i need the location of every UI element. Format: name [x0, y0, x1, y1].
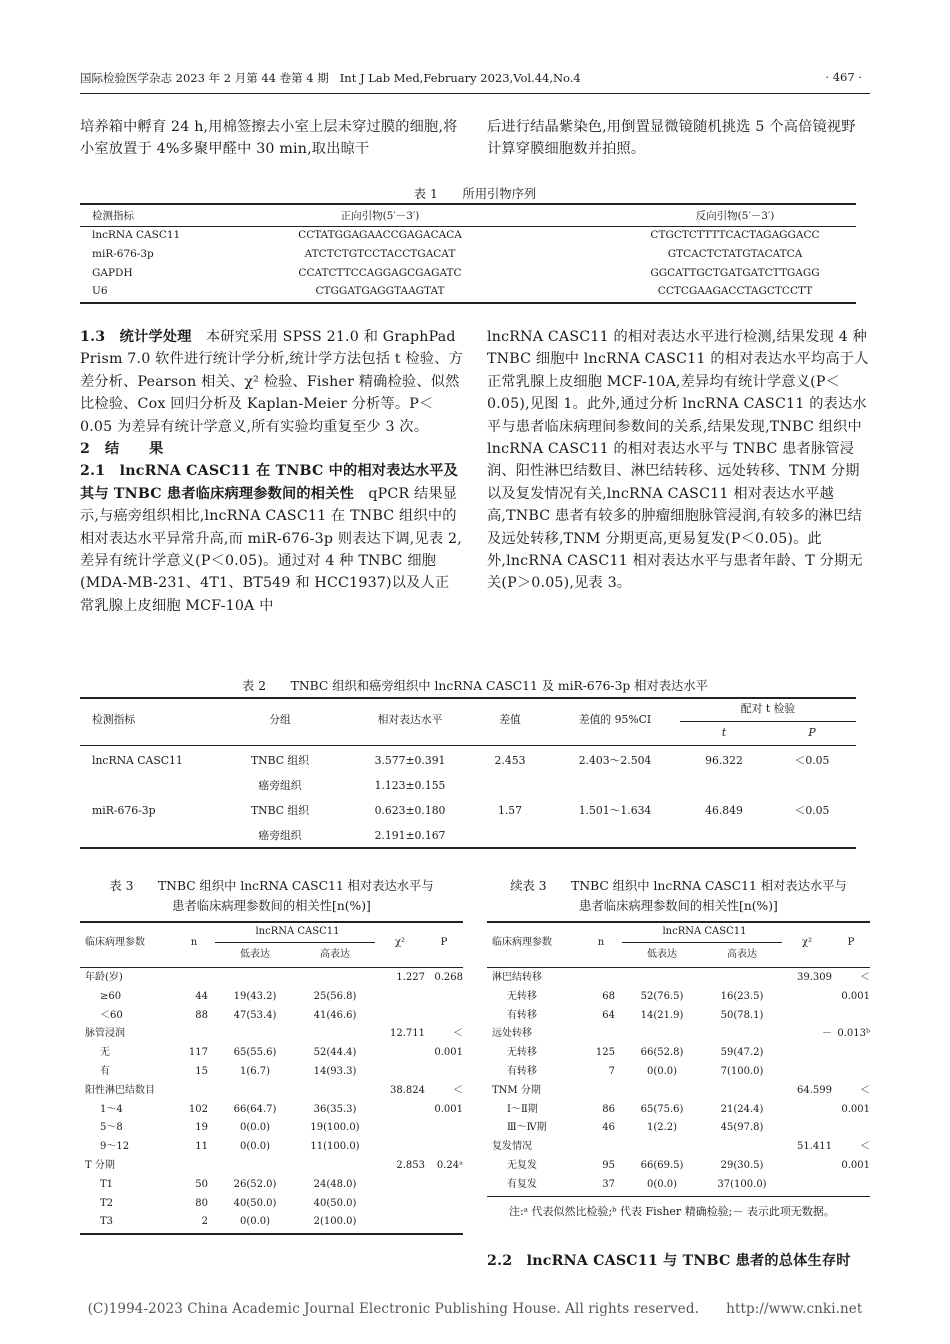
table-cell: 26(52.0): [233, 1178, 277, 1190]
table-header-high: 高表达: [727, 949, 757, 960]
table-cell: 7(100.0): [720, 1066, 764, 1077]
table-header-lncrna: lncRNA CASC11: [255, 926, 340, 937]
table-cell: 50(78.1): [720, 1009, 764, 1021]
table-cell: 1.123±0.155: [374, 779, 446, 792]
section-heading-2: 2 结 果: [80, 441, 164, 458]
table3b-caption-line2: 患者临床病理参数间的相关性[n(%)]: [579, 899, 778, 913]
table-row: miR-676-3p: [92, 804, 156, 817]
table-row: T3: [100, 1216, 114, 1228]
table-cell: 64.599: [797, 1084, 832, 1096]
table-cell: 19(43.2): [233, 990, 277, 1002]
table2: [80, 697, 856, 849]
table2-caption: 表 2 TNBC 组织和癌旁组织中 lncRNA CASC11 及 miR-676-3p 相对表达水平: [242, 679, 708, 693]
table-cell: 0(0.0): [239, 1216, 271, 1228]
table-row: ≥60: [100, 990, 122, 1002]
table-cell: TNBC 组织: [250, 804, 310, 817]
table-cell: 65(55.6): [233, 1047, 277, 1059]
table-rule: [487, 967, 870, 968]
table-category: 淋巴结转移: [492, 972, 542, 983]
table-cell: ＜0.05: [794, 754, 830, 767]
table-cell: 21(24.4): [720, 1103, 764, 1115]
table2-header-t: t: [721, 726, 727, 739]
table-cell: 14(93.3): [313, 1066, 357, 1077]
table-row: GAPDH: [92, 267, 133, 279]
table-rule: [80, 967, 463, 968]
table-row: 1～4: [100, 1103, 123, 1115]
table-cell: 0.268: [434, 972, 463, 983]
section-heading-1-3: 1.3 统计学处理: [80, 329, 192, 345]
table-cell: 14(21.9): [640, 1009, 684, 1021]
table-category: 阳性淋巴结数目: [85, 1084, 155, 1096]
table2-header-group: 分组: [269, 713, 291, 726]
table-header-low: 低表达: [647, 949, 677, 960]
table-cell: ＜0.001: [434, 1028, 463, 1059]
table-cell: 95: [602, 1160, 615, 1171]
table-cell: 86: [602, 1103, 615, 1115]
table-row: 无: [100, 1047, 110, 1059]
table-header-lncrna: lncRNA CASC11: [662, 926, 747, 937]
table-row: Ⅲ～Ⅳ期: [507, 1122, 547, 1134]
table-cell: 1(2.2): [646, 1122, 678, 1134]
table-cell: 125: [595, 1047, 615, 1059]
table-cell: 16(23.5): [720, 990, 764, 1002]
table-cell: 11(100.0): [310, 1141, 360, 1153]
table3b: [487, 921, 870, 1201]
table-row: miR-676-3p: [92, 248, 154, 260]
table-category: 远处转移: [492, 1028, 532, 1040]
table-header-p: P: [440, 937, 448, 948]
table-cell: 38.824: [390, 1084, 425, 1096]
table-header-chi: χ²: [801, 937, 813, 948]
table-cell: 65(75.6): [640, 1103, 684, 1115]
table-row: Ⅰ～Ⅱ期: [507, 1103, 538, 1115]
table-cell: 0(0.0): [239, 1141, 271, 1153]
table-row: 无转移: [507, 990, 537, 1002]
table3b-note: 注:ᵃ 代表似然比检验;ᵇ 代表 Fisher 精确检验;－ 表示此项无数据。: [509, 1205, 835, 1218]
table-row: T1: [100, 1178, 114, 1190]
table-cell: ＜0.05: [794, 804, 830, 817]
table-row: 5～8: [100, 1122, 123, 1134]
table-row: 有转移: [507, 1066, 537, 1077]
table-category: TNM 分期: [492, 1084, 541, 1096]
table-cell: 40(50.0): [233, 1197, 277, 1209]
table2-header-ttest: 配对 t 检验: [740, 702, 796, 715]
table-row: 有复发: [507, 1178, 537, 1190]
table-cell: 66(69.5): [640, 1160, 684, 1171]
table-rule: [215, 942, 375, 943]
table-rule: [487, 1196, 870, 1198]
section-heading-2-1: 2.1 lncRNA CASC11 在 TNBC 中的相对表达水平及其与 TNBC 患者临床病理参数间的相关性: [80, 463, 459, 502]
table-cell: 2(100.0): [313, 1216, 357, 1228]
table-cell: 52(44.4): [313, 1047, 357, 1059]
section-heading-2-2: 2.2 lncRNA CASC11 与 TNBC 患者的总体生存时: [487, 1253, 851, 1269]
table-row: U6: [92, 285, 108, 297]
table-cell: 39.309: [797, 972, 832, 983]
table-cell: 0.24ᵃ: [436, 1160, 463, 1171]
table-cell: 1.227: [396, 972, 425, 983]
table-category: 年龄(岁): [85, 972, 123, 983]
table-cell: 2.853: [396, 1160, 425, 1171]
table-rule: [80, 1233, 463, 1235]
table-header-param: 临床病理参数: [85, 937, 145, 948]
table-row: 有转移: [507, 1009, 537, 1021]
table-category: T 分期: [85, 1160, 115, 1171]
header-rule: [80, 93, 870, 94]
table-cell: 88: [195, 1009, 208, 1021]
paragraph-results: qPCR 结果显示,与癌旁组织相比,lncRNA CASC11 在 TNBC 组织中的相对表达水平异常升高,而 miR-676-3p 则表达下调,见表 2,差异有统计学意义(P＜0.05)。通过对 4 种 TNBC 细胞(MDA-MB-231、4T1、BT549 和 HCC1937)以及人正常乳腺上皮细胞 MCF-10A 中: [80, 485, 462, 614]
table-row: lncRNA CASC11: [92, 754, 183, 767]
table1: [80, 203, 856, 303]
table2-header-marker: 检测指标: [92, 713, 136, 726]
table-cell: 37: [602, 1178, 615, 1190]
table-row: 9～12: [100, 1141, 130, 1153]
table-cell: 41(46.6): [313, 1009, 357, 1021]
table-row: 有: [100, 1066, 110, 1077]
table-header-n: n: [190, 937, 198, 948]
table-cell: 66(52.8): [640, 1047, 684, 1059]
table-cell: 64: [602, 1009, 615, 1021]
table-cell: 癌旁组织: [258, 779, 302, 792]
table-cell: 0.623±0.180: [374, 804, 446, 817]
table1-header-forward: 正向引物(5′－3′): [340, 210, 420, 222]
table3-caption: [80, 876, 463, 916]
table-cell: 50: [195, 1178, 208, 1190]
table-cell: 1.57: [497, 804, 523, 817]
table-cell: TNBC 组织: [250, 754, 310, 767]
table-cell: ＜0.001: [841, 1084, 870, 1115]
table-cell: 0(0.0): [646, 1178, 678, 1190]
table-cell: ATCTCTGTCCTACCTGACAT: [304, 248, 456, 260]
table-cell: 66(64.7): [233, 1103, 277, 1115]
table-cell: 2.403～2.504: [578, 754, 652, 767]
left-column: [80, 326, 463, 617]
table-cell: ＜0.001: [434, 1084, 463, 1115]
table-cell: CCTCGAAGACCTAGCTCCTT: [657, 285, 813, 297]
table3b-caption: [487, 876, 870, 916]
table-row: T2: [100, 1197, 114, 1209]
table-cell: －: [822, 1028, 832, 1040]
table1-caption: 表 1 所用引物序列: [413, 187, 537, 201]
table-header-high: 高表达: [320, 949, 350, 960]
table-header-param: 临床病理参数: [492, 937, 552, 948]
table-cell: CCATCTTCCAGGAGCGAGATC: [298, 267, 462, 279]
table-cell: 102: [188, 1103, 208, 1115]
table-cell: 47(53.4): [233, 1009, 277, 1021]
table-cell: 24(48.0): [313, 1178, 357, 1190]
table-cell: 44: [195, 990, 208, 1002]
table-rule: [622, 942, 782, 943]
table-cell: 1(6.7): [239, 1066, 271, 1077]
table-cell: CTGGATGAGGTAAGTAT: [315, 285, 445, 297]
table-cell: 51.411: [797, 1141, 832, 1153]
table-cell: 19: [195, 1122, 208, 1134]
journal-name: 国际检验医学杂志 2023 年 2 月第 44 卷第 4 期: [80, 71, 329, 85]
table-cell: 46.849: [705, 804, 743, 817]
table-cell: 25(56.8): [313, 990, 357, 1002]
table-cell: ＜0.001: [841, 1141, 870, 1171]
top-text-left: 培养箱中孵育 24 h,用棉签擦去小室上层未穿过膜的细胞,将小室放置于 4%多聚甲醛中 30 min,取出晾干: [80, 119, 458, 158]
table-cell: 2.191±0.167: [374, 829, 446, 842]
table-cell: 12.711: [390, 1028, 425, 1040]
table-cell: 15: [195, 1066, 208, 1077]
table1-header-reverse: 反向引物(5′－3′): [695, 210, 775, 222]
table-header-p: P: [847, 937, 855, 948]
table1-header-marker: 检测指标: [92, 210, 134, 222]
table-cell: 0(0.0): [646, 1066, 678, 1077]
table-cell: 2: [201, 1216, 208, 1228]
table2-header-p: P: [808, 726, 816, 739]
table-cell: 3.577±0.391: [374, 754, 446, 767]
table-cell: 37(100.0): [717, 1178, 767, 1190]
table-cell: 11: [195, 1141, 208, 1153]
table-row: 无转移: [507, 1047, 537, 1059]
table-cell: 59(47.2): [720, 1047, 764, 1059]
table-cell: CTGCTCTTTTCACTAGAGGACC: [650, 229, 820, 241]
copyright-footer: (C)1994-2023 China Academic Journal Electronic Publishing House. All rights reserved. http://www.cnki.net: [87, 1301, 863, 1317]
table-cell: 36(35.3): [313, 1103, 357, 1115]
table2-header-level: 相对表达水平: [377, 713, 443, 726]
table-cell: GGCATTGCTGATGATCTTGAGG: [650, 267, 820, 279]
journal-name-en: Int J Lab Med,February 2023,Vol.44,No.4: [339, 71, 581, 85]
table-cell: 52(76.5): [640, 990, 684, 1002]
table-cell: 29(30.5): [720, 1160, 764, 1171]
table2-header-diff: 差值: [499, 713, 521, 726]
table-category: 脉管浸润: [85, 1028, 125, 1040]
table-cell: ＜0.001: [841, 972, 870, 1002]
table3: [80, 921, 463, 1241]
journal-header: [80, 70, 581, 86]
table-cell: 0.013ᵇ: [837, 1028, 870, 1040]
table-cell: 68: [602, 990, 615, 1002]
page-number: · 467 ·: [825, 70, 862, 84]
table-header-n: n: [597, 937, 605, 948]
paragraph-stats: 本研究采用 SPSS 21.0 和 GraphPad Prism 7.0 软件进行统计学分析,统计学方法包括 t 检验、方差分析、Pearson 相关、χ² 检验、Fisher 精确检验、似然比检验、Cox 回归分析及 Kaplan-Meier 分析等。P＜0.05 为差异有统计学意义,所有实验均重复至少 3 次。: [80, 329, 463, 435]
table-cell: CCTATGGAGAACCGAGACACA: [298, 229, 462, 241]
table3-caption-line1: 表 3 TNBC 组织中 lncRNA CASC11 相对表达水平与: [109, 879, 434, 893]
table-header-low: 低表达: [240, 949, 270, 960]
table-cell: 45(97.8): [720, 1122, 764, 1134]
top-text-right: 后进行结晶紫染色,用倒置显微镜随机挑选 5 个高倍镜视野计算穿膜细胞数并拍照。: [487, 119, 856, 158]
table-cell: 80: [195, 1197, 208, 1209]
table-cell: 19(100.0): [310, 1122, 360, 1134]
table-cell: 癌旁组织: [258, 829, 302, 842]
table-cell: 0(0.0): [239, 1122, 271, 1134]
table-header-chi: χ²: [394, 937, 406, 948]
table-category: 复发情况: [492, 1141, 532, 1153]
table-row: ＜60: [100, 1009, 123, 1021]
table-cell: 117: [188, 1047, 208, 1059]
table-cell: 1.501～1.634: [578, 804, 652, 817]
table3b-caption-line1: 续表 3 TNBC 组织中 lncRNA CASC11 相对表达水平与: [510, 879, 847, 893]
table-row: 无复发: [507, 1160, 537, 1171]
table-cell: 7: [608, 1066, 615, 1077]
table-cell: 46: [602, 1122, 615, 1134]
right-column: lncRNA CASC11 的相对表达水平进行检测,结果发现 4 种 TNBC 细胞中 lncRNA CASC11 的相对表达水平均高于人正常乳腺上皮细胞 MCF-10A,差异均有统计学意义(P＜0.05),见图 1。此外,通过分析 lncRNA CASC11 的表达水平与患者临床病理间参数间的关系,结果发现,TNBC 组织中 lncRNA CASC11 的相对表达水平与 TNBC 患者脉管浸润、阳性淋巴结数目、淋巴结转移、远处转移、TNM 分期以及复发情况有关,lncRNA CASC11 相对表达水平越高,TNBC 患者有较多的肿瘤细胞脉管浸润,有较多的淋巴结及远处转移,TNM 分期更高,更易复发(P＜0.05)。此外,lncRNA CASC11 相对表达水平与患者年龄、T 分期无关(P＞0.05),见表 3。: [487, 329, 869, 592]
table-row: lncRNA CASC11: [92, 229, 181, 241]
table-cell: GTCACTCTATGTACATCA: [667, 248, 803, 260]
table-cell: 2.453: [494, 754, 526, 767]
table-cell: 96.322: [705, 754, 743, 767]
table-cell: 40(50.0): [313, 1197, 357, 1209]
table2-header-ci: 差值的 95%CI: [578, 713, 652, 726]
table3-caption-line2: 患者临床病理参数间的相关性[n(%)]: [172, 899, 371, 913]
